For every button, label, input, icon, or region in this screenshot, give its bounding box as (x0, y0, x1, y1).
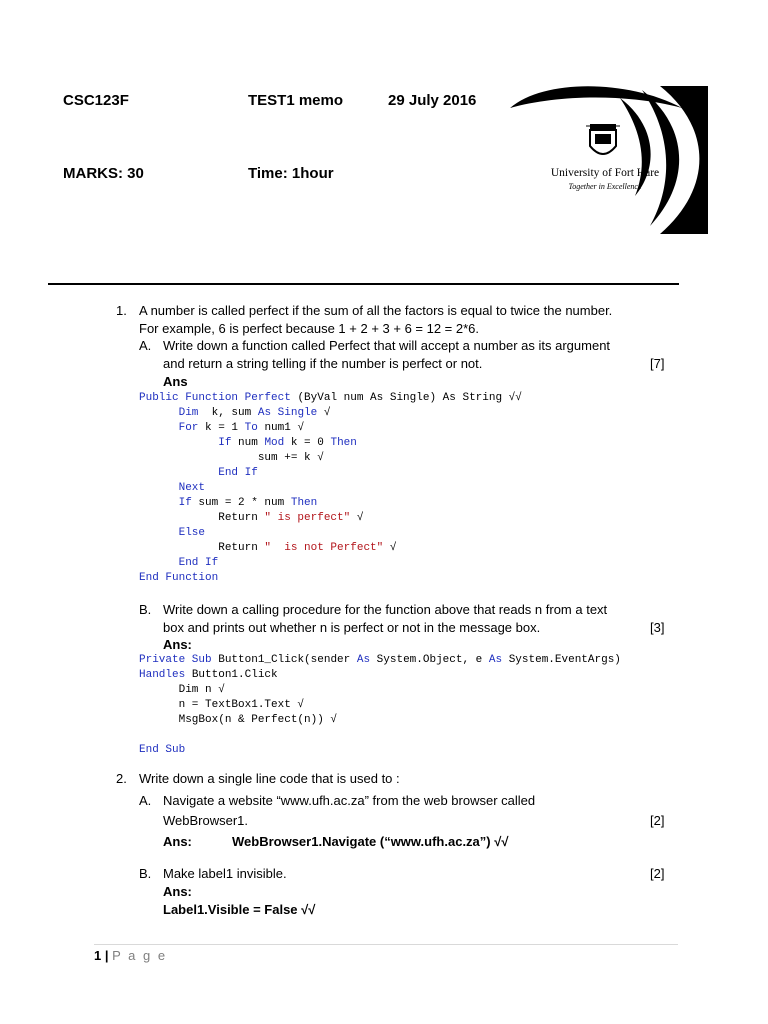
q1a-code-line (139, 571, 522, 586)
code-text: Return (139, 512, 265, 524)
q1a-ans-label: Ans (163, 374, 188, 389)
code-text (139, 422, 179, 434)
code-keyword: Handles (139, 669, 186, 681)
q2a-marks: [2] (650, 813, 665, 828)
code-keyword: Private Sub (139, 654, 212, 666)
code-text (139, 482, 179, 494)
q1a-code-line (139, 391, 522, 406)
q1b-code-line (139, 683, 621, 698)
code-keyword: Else (178, 527, 206, 539)
q1b-code-line (139, 713, 621, 728)
q2b-marks: [2] (650, 866, 665, 881)
logo-tagline: Together in Excellence (568, 182, 642, 191)
q1b-text-line2: box and prints out whether n is perfect or not in the message box. (163, 620, 541, 635)
q1-text-line2: For example, 6 is perfect because 1 + 2 + 3 + 6 = 12 = 2*6. (139, 321, 480, 336)
code-text (139, 437, 218, 449)
q2-text: Write down a single line code that is used to : (139, 771, 400, 786)
q2b-text: Make label1 invisible. (163, 866, 287, 881)
page-separator: | (104, 948, 109, 963)
code-keyword: End If (218, 467, 258, 479)
q1b-code-block (139, 653, 621, 758)
code-text: (ByVal num As Single) As String √√ (297, 392, 522, 404)
q2a-answer: WebBrowser1.Navigate (“www.ufh.ac.za”) √√ (232, 834, 509, 849)
code-text: System.Object, e (370, 654, 489, 666)
code-text: √ (350, 512, 364, 524)
q1a-code-block (139, 391, 522, 586)
code-text: System.EventArgs) (502, 654, 621, 666)
code-text: sum = 2 * num (191, 497, 291, 509)
code-keyword: Public Function Perfect (139, 392, 298, 404)
logo-university-name: University of Fort Hare (550, 167, 660, 179)
code-text: k, sum (198, 407, 258, 419)
q1b-code-line (139, 728, 621, 743)
q1a-code-line (139, 406, 522, 421)
code-text (139, 407, 179, 419)
university-logo (510, 86, 708, 234)
code-text: Dim n √ (139, 684, 225, 696)
test-duration: Time: 1hour (248, 165, 334, 182)
code-text (139, 557, 179, 569)
footer-divider (94, 944, 678, 945)
code-text: Return (139, 542, 265, 554)
code-text: Button1_Click(sender (211, 654, 357, 666)
code-keyword: End Sub (139, 744, 186, 756)
code-keyword: For (178, 422, 199, 434)
code-string: " is not Perfect" (264, 542, 384, 554)
code-keyword: End If (178, 557, 219, 569)
code-keyword: If (218, 437, 232, 449)
code-text (139, 467, 218, 479)
q2b-label: B. (139, 866, 152, 881)
code-text: sum += k √ (139, 452, 324, 464)
q2b-answer: Label1.Visible = False √√ (163, 902, 316, 917)
q2a-label: A. (139, 793, 152, 808)
code-keyword: As (488, 654, 503, 666)
q2a-text-line2: WebBrowser1. (163, 813, 249, 828)
test-title: TEST1 memo (248, 92, 344, 109)
q2b-ans-label: Ans: (163, 884, 192, 899)
code-text: num1 √ (257, 422, 305, 434)
q1a-code-line (139, 556, 522, 571)
code-keyword: As (356, 654, 371, 666)
q1b-label: B. (139, 602, 152, 617)
page-number: 1 (94, 948, 102, 963)
q1a-code-line (139, 436, 522, 451)
code-keyword: Mod (264, 437, 285, 449)
q1b-text-line1: Write down a calling procedure for the function above that reads n from a text (163, 602, 608, 617)
page-footer (94, 948, 167, 963)
code-text: Button1.Click (185, 669, 278, 681)
q1a-text-line1: Write down a function called Perfect that will accept a number as its argument (163, 338, 611, 353)
code-keyword: To (244, 422, 258, 434)
q1b-ans-label: Ans: (163, 637, 192, 652)
course-code: CSC123F (63, 92, 129, 109)
q1a-code-line (139, 511, 522, 526)
q1-text-line1: A number is called perfect if the sum of all the factors is equal to twice the number. (139, 303, 613, 318)
q1b-code-line (139, 743, 621, 758)
q1b-code-line (139, 668, 621, 683)
code-text: k = 1 (198, 422, 245, 434)
q1a-label: A. (139, 338, 152, 353)
code-string: " is perfect" (264, 512, 351, 524)
total-marks: MARKS: 30 (63, 165, 144, 182)
code-keyword: Then (290, 497, 318, 509)
code-text: √ (383, 542, 397, 554)
page-label: P a g e (112, 948, 168, 963)
q1a-code-line (139, 451, 522, 466)
code-keyword: End Function (139, 572, 219, 584)
code-text: √ (317, 407, 331, 419)
code-keyword: As Single (257, 407, 318, 419)
code-keyword: Then (330, 437, 357, 449)
q1a-code-line (139, 421, 522, 436)
code-text: MsgBox(n & Perfect(n)) √ (139, 714, 338, 726)
code-text: num (231, 437, 265, 449)
q1b-code-line (139, 698, 621, 713)
q1a-code-line (139, 496, 522, 511)
code-keyword: If (178, 497, 192, 509)
q1a-marks: [7] (650, 356, 665, 371)
q1a-code-line (139, 466, 522, 481)
test-date: 29 July 2016 (388, 92, 477, 109)
q1a-code-line (139, 541, 522, 556)
q1b-marks: [3] (650, 620, 665, 635)
q2-number: 2. (116, 771, 127, 786)
q1a-code-line (139, 526, 522, 541)
code-text (139, 497, 179, 509)
code-text (139, 527, 179, 539)
code-text: n = TextBox1.Text √ (139, 699, 305, 711)
q1a-text-line2: and return a string telling if the number is perfect or not. (163, 356, 483, 371)
q2a-ans-label: Ans: (163, 834, 192, 849)
q2a-text-line1: Navigate a website “www.ufh.ac.za” from the web browser called (163, 793, 536, 808)
q1-number: 1. (116, 303, 127, 318)
code-keyword: Dim (178, 407, 199, 419)
code-keyword: Next (178, 482, 206, 494)
code-text: k = 0 (284, 437, 331, 449)
header-divider (48, 283, 679, 285)
q1a-code-line (139, 481, 522, 496)
q1b-code-line (139, 653, 621, 668)
